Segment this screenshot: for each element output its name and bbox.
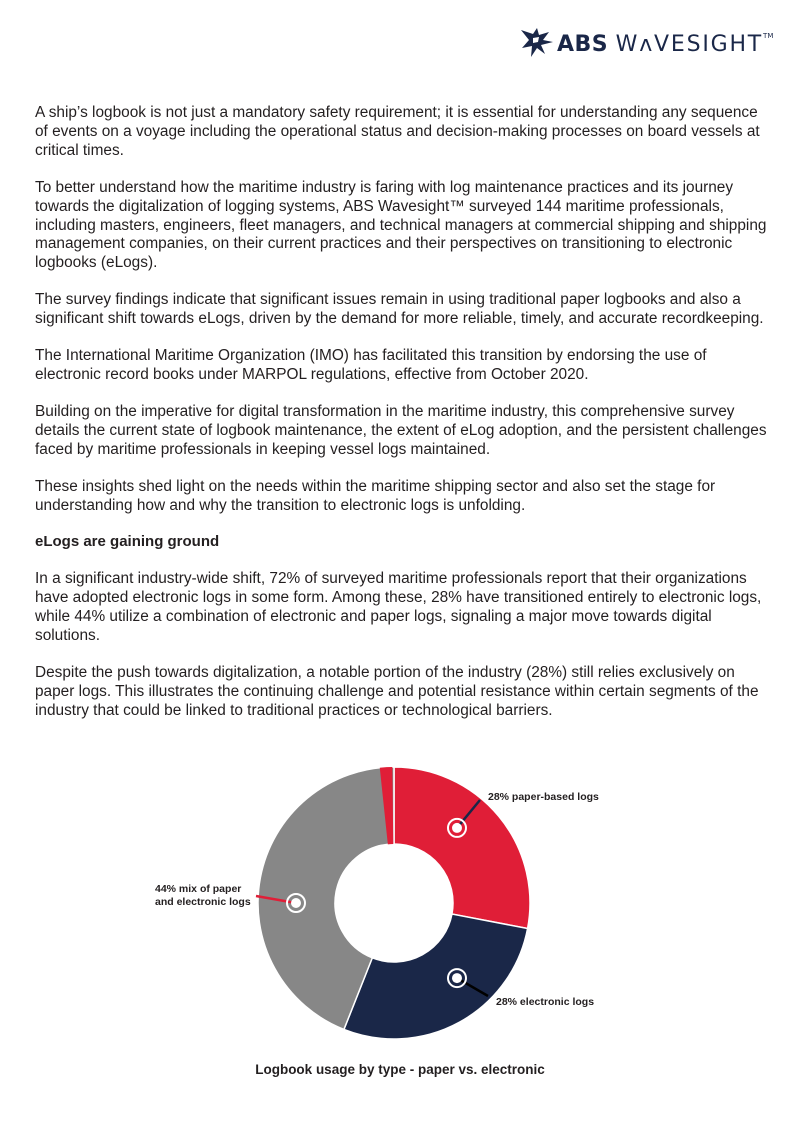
paragraph-4: The International Maritime Organization (IMO) has facilitated this transition by endorsing the use of electronic record books under MARPOL regulations, effective from October 2020. — [35, 347, 707, 383]
slice-electronic — [344, 914, 528, 1039]
logbook-usage-chart — [0, 760, 800, 1100]
label-paper-based: 28% paper-based logs — [488, 791, 599, 803]
logo-wordmark — [557, 32, 773, 57]
paragraph-3: The survey findings indicate that significant issues remain in using traditional paper logbooks and also a significant shift towards eLogs, driven by the demand for more reliable, timely, and accurate recordkeeping. — [35, 291, 764, 328]
paragraph-7: In a significant industry-wide shift, 72% of surveyed maritime professionals report that their organizations have adopted electronic logs in some form. Among these, 28% have transitioned entirely to electronic logs, while 44% utilize a combination of electronic and paper logs, signaling a major move towards digital solutions. — [35, 570, 762, 645]
marker-paper-dot — [452, 823, 462, 833]
section-heading: eLogs are gaining ground — [35, 533, 220, 551]
label-electronic: 28% electronic logs — [496, 996, 595, 1008]
marker-mix-dot — [291, 898, 301, 908]
chart-caption: Logbook usage by type - paper vs. electronic — [255, 1062, 545, 1077]
eagle-icon — [519, 26, 555, 60]
paragraph-8: Despite the push towards digitalization, a notable portion of the industry (28%) still relies exclusively on paper logs. This illustrates the continuing challenge and potential resistance within certain segments of the industry that could be linked to traditional practices or technological barriers. — [35, 663, 759, 719]
donut-chart-svg — [0, 760, 800, 1060]
logo-tm: TM — [763, 32, 774, 40]
article-body — [35, 104, 770, 739]
logo-wavesight: WʌVESIGHT — [615, 32, 764, 57]
paragraph-1: A ship’s logbook is not just a mandatory safety requirement; it is essential for understanding any sequence of events on a voyage including the operational status and decision-making processes on board vessels at critical times. — [35, 104, 760, 159]
label-mix-line2: and electronic logs — [155, 896, 251, 908]
abs-wavesight-logo — [519, 26, 774, 62]
logo-abs: ABS — [557, 32, 609, 57]
paragraph-6: These insights shed light on the needs within the maritime shipping sector and also set the stage for understanding how and why the transition to electronic logs is unfolding. — [35, 477, 716, 514]
label-mix — [155, 883, 251, 909]
paragraph-2: To better understand how the maritime industry is faring with log maintenance practices and its journey towards the digitalization of logging systems, ABS Wavesight™ surveyed 144 maritime professionals, including masters, engineers, fleet managers, and technical managers at commercial shipping and shipping management companies, on their current practices and their perspectives on transitioning to electronic logbooks (eLogs). — [35, 178, 767, 272]
paragraph-5: Building on the imperative for digital transformation in the maritime industry, this comprehensive survey details the current state of logbook maintenance, the extent of eLog adoption, and the persistent challenges faced by maritime professionals in keeping vessel logs maintained. — [35, 402, 767, 458]
marker-electronic-dot — [452, 973, 462, 983]
label-mix-line1: 44% mix of paper — [155, 883, 242, 895]
